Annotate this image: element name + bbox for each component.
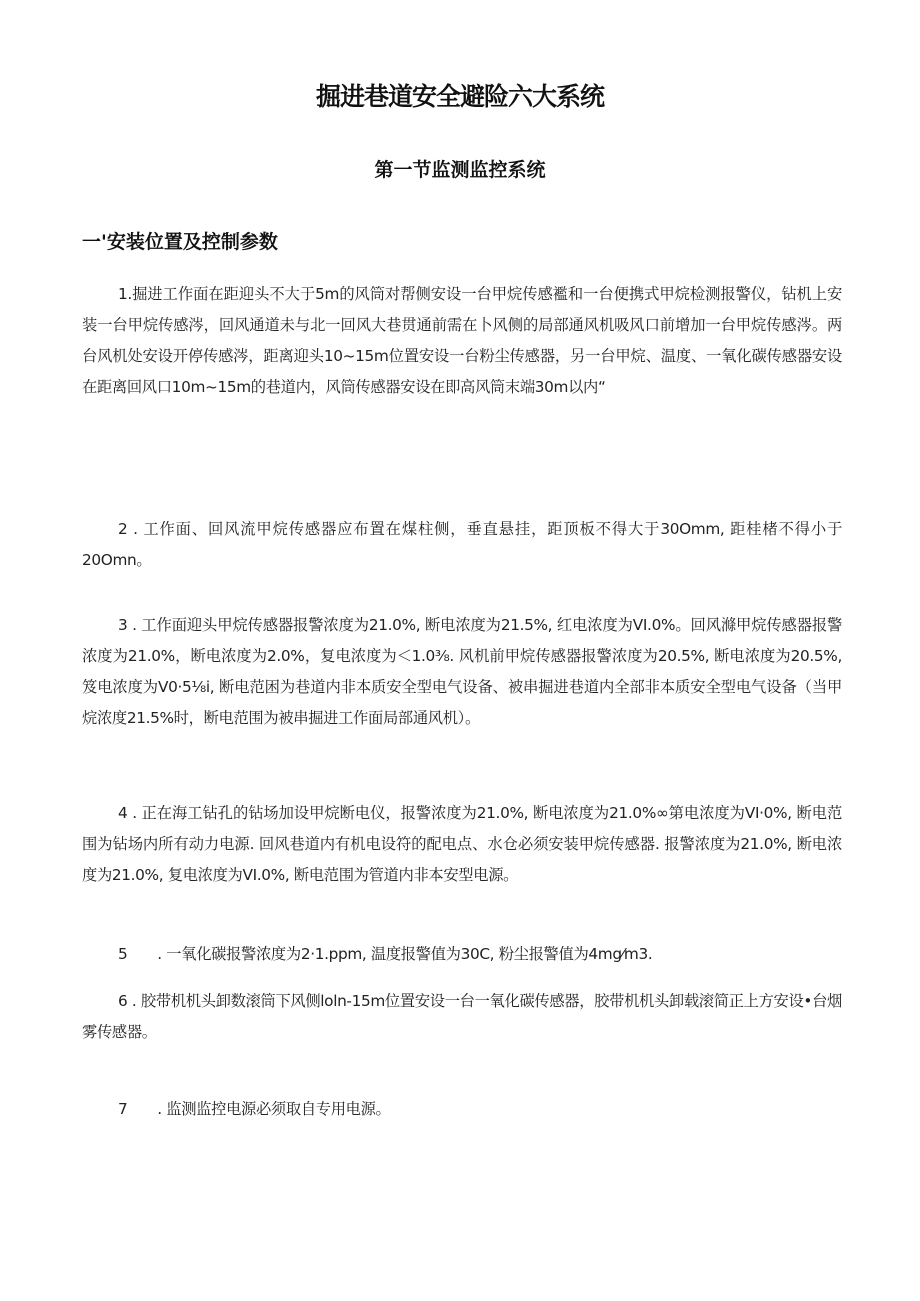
paragraph-4: 4 . 正在海工钻孔的钻场加设甲烷断电仪，报警浓度为21.0%, 断电浓度为21.0%∞第电浓度为VI·0%, 断电范围为钻场内所有动力电源. 回风巷道内有机电设符的配电点、水仓必须安装甲烷传感器. 报警浓度为21.0%, 断电浓度为21.0%, 复电浓度为VI.0%, 断电范围为管道内非本安型电源。 <box>82 804 842 884</box>
document-title: 掘进巷道安全避险六大系统 <box>315 82 604 111</box>
paragraph-7: 7 . 监测监控电源必须取自专用电源。 <box>118 1100 391 1118</box>
paragraph-6: 6 . 胶带机机头卸数滚筒下风侧loln-15m位置安设一台一氧化碳传感器，胶带机机头卸载滚简正上方安设•台烟雾传感器。 <box>82 992 843 1041</box>
paragraph-5: 5 . 一氧化碳报警浓度为2·1.ppm, 温度报警值为30C, 粉尘报警值为4mg⁄m3. <box>118 945 653 963</box>
section-title: 第一节监测监控系统 <box>374 159 546 181</box>
paragraph-2: 2 . 工作面、回风流甲烷传感器应布置在煤柱侧，垂直悬挂，距顶板不得大于30Omm, 距桂楮不得小于20Omn。 <box>82 520 842 569</box>
paragraph-3: 3 . 工作面迎头甲烷传感器报警浓度为21.0%, 断电浓度为21.5%, 红电浓度为VI.0%。回风滌甲烷传感器报警浓度为21.0%，断电浓度为2.0%，复电浓度为＜1.0⅜. 风机前甲烷传感器报警浓度为20.5%, 断电浓度为20.5%, 笈电浓度为V0·5⅛i, 断电范困为巷道内非本质安全型电气设备、被串掘进巷道内全部非本质安全型电气设备（当甲烷浓度21.5%时，断电范围为被串掘进工作面局部通风机）。 <box>82 616 842 727</box>
subsection-title: 一'安装位置及控制参数 <box>82 231 278 253</box>
paragraph-1: 1.掘进工作面在距迎头不大于5m的风筒对帮侧安设一台甲烷传感襤和一台便携式甲烷检测报警仪，钻机上安装一台甲烷传感涔，回风通道未与北一回风大巷贯通前需在卜风侧的局部通风机吸风口前增加一台甲烷传感涔。两台风机处安设开停传感涔，距离迎头10~15m位置安设一台粉尘传感器，另一台甲烷、温度、一氧化碳传感器安设在距离回风口10m~15m的巷道内，风筒传感器安设在即高风筒末端30m以内“ <box>82 285 842 396</box>
